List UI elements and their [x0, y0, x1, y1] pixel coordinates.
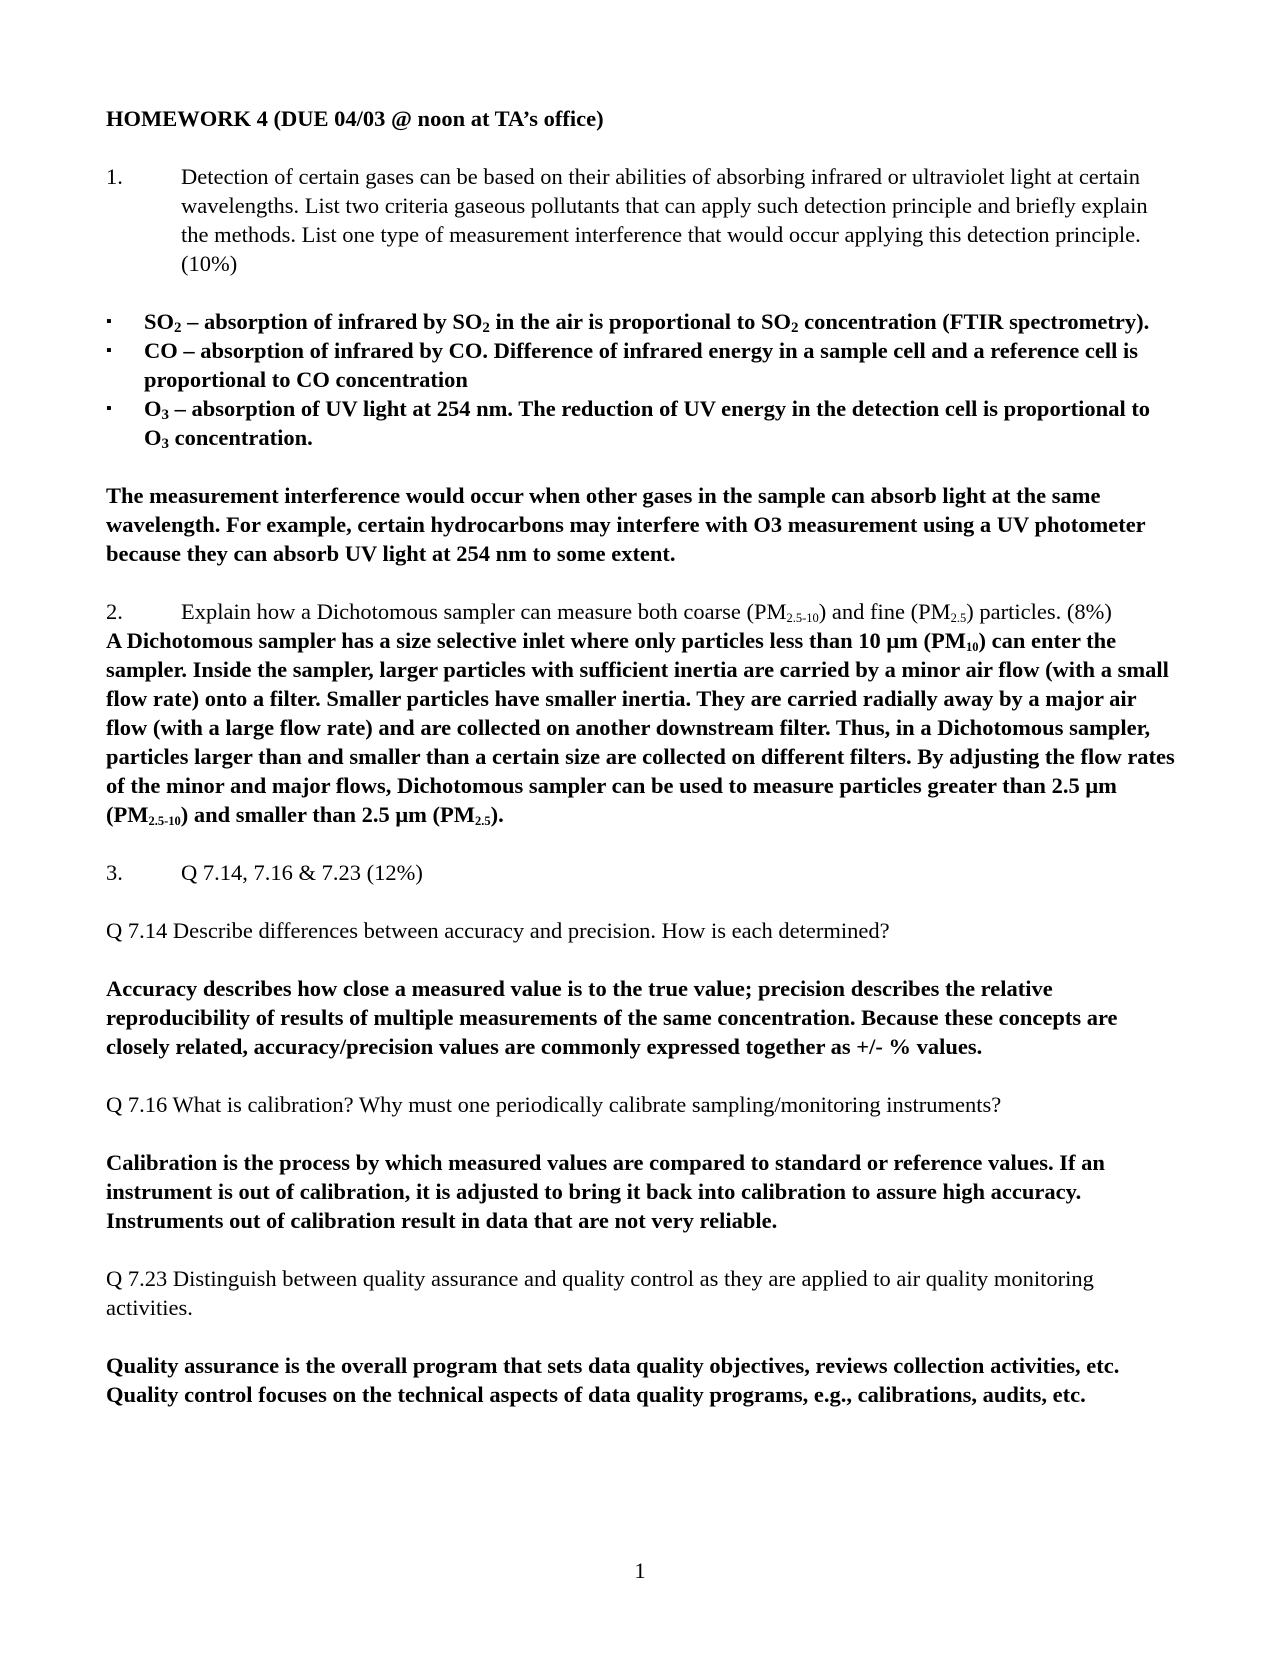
question-2: [106, 597, 1176, 626]
question-3-number: 3.: [106, 860, 123, 885]
question-7-23: Q 7.23 Distinguish between quality assurance and quality control as they are applied to air quality monitoring activities.: [106, 1266, 1094, 1320]
page-title: HOMEWORK 4 (DUE 04/03 @ noon at TA’s office): [106, 106, 604, 131]
question-3: [106, 858, 1176, 887]
question-7-16: Q 7.16 What is calibration? Why must one periodically calibrate sampling/monitoring instruments?: [106, 1092, 1002, 1117]
document-page: [106, 104, 1176, 1409]
bullet-o3: ▪ $O_3$ – absorption of UV light at 254 nm. The reduction of UV energy in the detection cell is proportional to $O_3$ concentration.: [106, 396, 1151, 452]
question-1: [106, 162, 1176, 278]
question-2-number: 2.: [106, 599, 123, 624]
question-1-text: Detection of certain gases can be based on their abilities of absorbing infrared or ultraviolet light at certain wavelengths. List two criteria gaseous pollutants that can apply such detection principle and briefly explain the methods. List one type of measurement interference that would occur applying this detection principle. (10%): [181, 164, 1148, 276]
bullet-square-icon: ▪: [106, 342, 112, 359]
answer-1-bullets: [106, 307, 1176, 452]
answer-7-14: Accuracy describes how close a measured value is to the true value; precision describes the relative reproducibility of results of multiple measurements of the same concentration. Because these concepts are closely related, accuracy/precision values are commonly expressed together as +/- % values.: [106, 976, 1118, 1059]
page-number: 1: [634, 1558, 646, 1583]
question-1-number: 1.: [106, 164, 123, 189]
answer-2: A Dichotomous sampler has a size selective inlet where only particles less than 10 μm $(PM_{10})$ can enter the sampler. Inside the sampler, larger particles with sufficient inertia are carried by a minor air flow (with a small flow rate) onto a filter. Smaller particles have smaller inertia. They are carried radially away by a major air flow (with a large flow rate) and are collected on another downstream filter. Thus, in a Dichotomous sampler, particles larger than and smaller than a certain size are collected on different filters. By adjusting the flow rates of the minor and major flows, Dichotomous sampler can be used to measure particles greater than 2.5 μm $(PM_{2.5-10})$ and smaller than 2.5 μm $(PM_{2.5})$.: [106, 628, 1175, 828]
bullet-co: ▪ CO – absorption of infrared by CO. Difference of infrared energy in a sample cell and a reference cell is proportional to CO concentration: [106, 338, 1139, 392]
question-7-14: Q 7.14 Describe differences between accuracy and precision. How is each determined?: [106, 918, 890, 943]
bullet-so2: ▪ $SO_2$ – absorption of infrared by $SO_2$ in the air is proportional to $SO_2$ concentration (FTIR spectrometry).: [106, 309, 1150, 336]
answer-7-23: Quality assurance is the overall program that sets data quality objectives, reviews collection activities, etc. Quality control focuses on the technical aspects of data quality programs, e.g., calibrations, audits, etc.: [106, 1353, 1120, 1407]
bullet-square-icon: ▪: [106, 313, 112, 330]
answer-1-interference: The measurement interference would occur when other gases in the sample can absorb light at the same wavelength. For example, certain hydrocarbons may interfere with O3 measurement using a UV photometer because they can absorb UV light at 254 nm to some extent.: [106, 483, 1146, 566]
bullet-square-icon: ▪: [106, 400, 112, 417]
question-2-text: Explain how a Dichotomous sampler can measure both coarse $(PM_{2.5-10})$ and fine $(PM_{2.5})$ particles. (8%): [181, 599, 1112, 625]
answer-7-16: Calibration is the process by which measured values are compared to standard or reference values. If an instrument is out of calibration, it is adjusted to bring it back into calibration to assure high accuracy. Instruments out of calibration result in data that are not very reliable.: [106, 1150, 1105, 1233]
question-3-text: Q 7.14, 7.16 & 7.23 (12%): [181, 860, 423, 885]
